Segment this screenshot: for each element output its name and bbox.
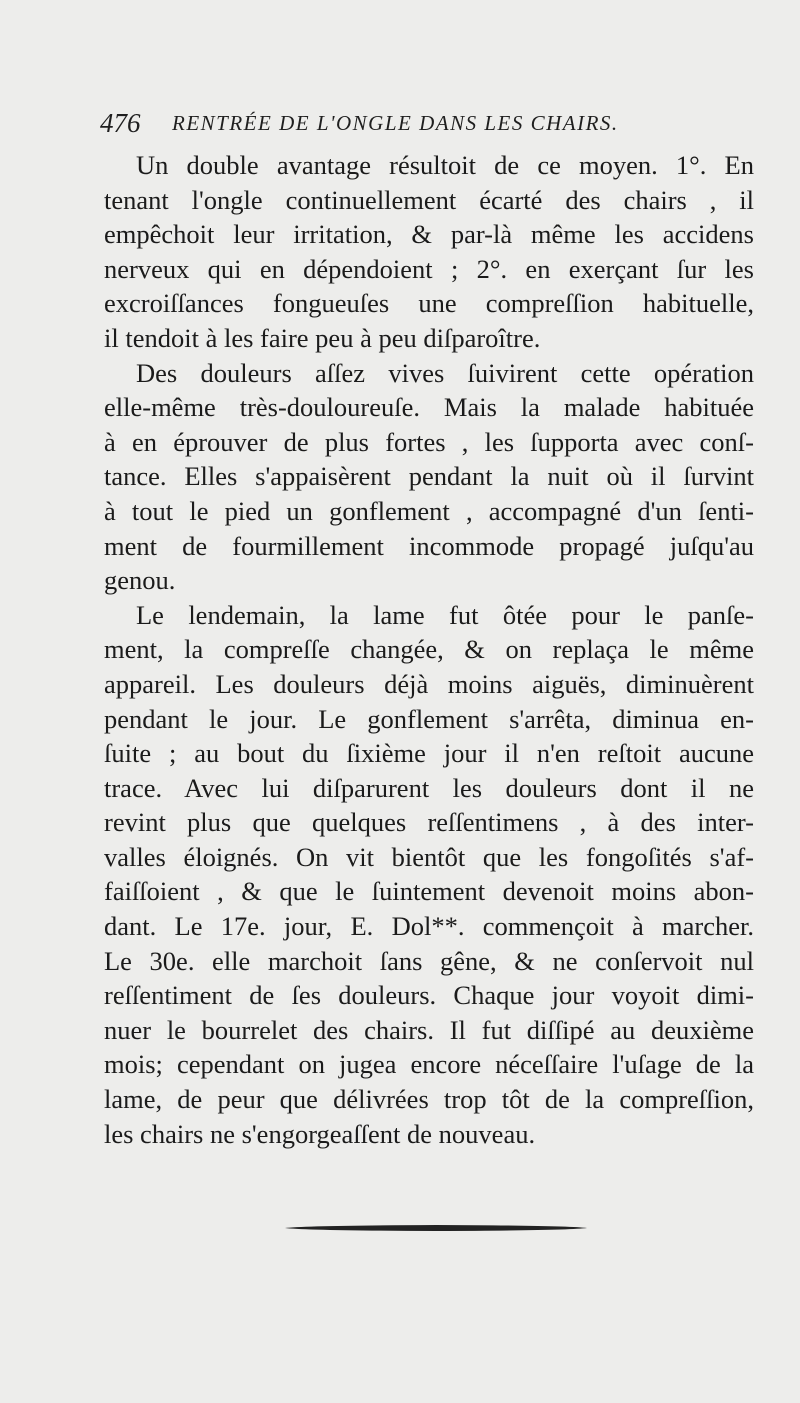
text-line: il tendoit à les faire peu à peu diſparoître. xyxy=(104,322,541,353)
tail-rule-ornament xyxy=(285,1222,587,1234)
text-line: lame, de peur que délivrées trop tôt de la compreſſion, xyxy=(104,1084,754,1115)
text-line: revint plus que quelques reſſentimens , à des inter- xyxy=(104,807,754,838)
text-line: valles éloignés. On vit bientôt que les fongoſités s'af- xyxy=(104,841,754,872)
text-line: faiſſoient , & que le ſuintement devenoit moins abon- xyxy=(104,876,754,907)
body-text xyxy=(104,148,754,1151)
text-line: trace. Avec lui diſparurent les douleurs dont il ne xyxy=(104,772,754,803)
text-line: Le 30e. elle marchoit ſans gêne, & ne conſervoit nul xyxy=(104,945,754,976)
text-line: dant. Le 17e. jour, E. Dol**. commençoit à marcher. xyxy=(104,911,754,942)
paragraph-2 xyxy=(104,356,754,598)
text-line: Des douleurs aſſez vives ſuivirent cette opération xyxy=(136,357,754,388)
text-line: pendant le jour. Le gonflement s'arrêta, diminua en- xyxy=(104,703,754,734)
text-line: empêchoit leur irritation, & par-là même les accidens xyxy=(104,219,754,250)
tail-rule-icon xyxy=(285,1222,587,1234)
show-through-texture xyxy=(120,1240,760,1350)
text-line: tenant l'ongle continuellement écarté des chairs , il xyxy=(104,184,754,215)
text-line: à en éprouver de plus fortes , les ſupporta avec conſ- xyxy=(104,426,754,457)
text-line: à tout le pied un gonflement , accompagné d'un ſenti- xyxy=(104,495,754,526)
paragraph-3 xyxy=(104,598,754,1152)
text-line: reſſentiment de ſes douleurs. Chaque jour voyoit dimi- xyxy=(104,980,754,1011)
text-line: nuer le bourrelet des chairs. Il fut diſſipé au deuxième xyxy=(104,1014,754,1045)
text-line: les chairs ne s'engorgeaſſent de nouveau. xyxy=(104,1118,536,1149)
text-line: Un double avantage résultoit de ce moyen. 1°. En xyxy=(136,150,754,180)
running-head xyxy=(100,108,750,142)
text-line: ment, la compreſſe changée, & on replaça le même xyxy=(104,634,754,665)
text-line: excroiſſances fongueuſes une compreſſion habituelle, xyxy=(104,288,754,319)
paragraph-1 xyxy=(104,148,754,356)
text-line: mois; cependant on jugea encore néceſſaire l'uſage de la xyxy=(104,1049,754,1080)
text-line: appareil. Les douleurs déjà moins aiguës, diminuèrent xyxy=(104,668,754,699)
text-line: ſuite ; au bout du ſixième jour il n'en reſtoit aucune xyxy=(104,738,754,769)
text-line: tance. Elles s'appaisèrent pendant la nuit où il ſurvint xyxy=(104,461,754,492)
text-line: Le lendemain, la lame fut ôtée pour le panſe- xyxy=(136,599,754,630)
text-line: ment de fourmillement incommode propagé juſqu'au xyxy=(104,530,754,561)
running-title: RENTRÉE DE L'ONGLE DANS LES CHAIRS. xyxy=(172,111,619,135)
page-number: 476 xyxy=(100,108,141,138)
text-line: elle-même très-douloureuſe. Mais la malade habituée xyxy=(104,392,754,423)
text-line: genou. xyxy=(104,565,176,596)
text-line: nerveux qui en dépendoient ; 2°. en exerçant ſur les xyxy=(104,253,754,284)
